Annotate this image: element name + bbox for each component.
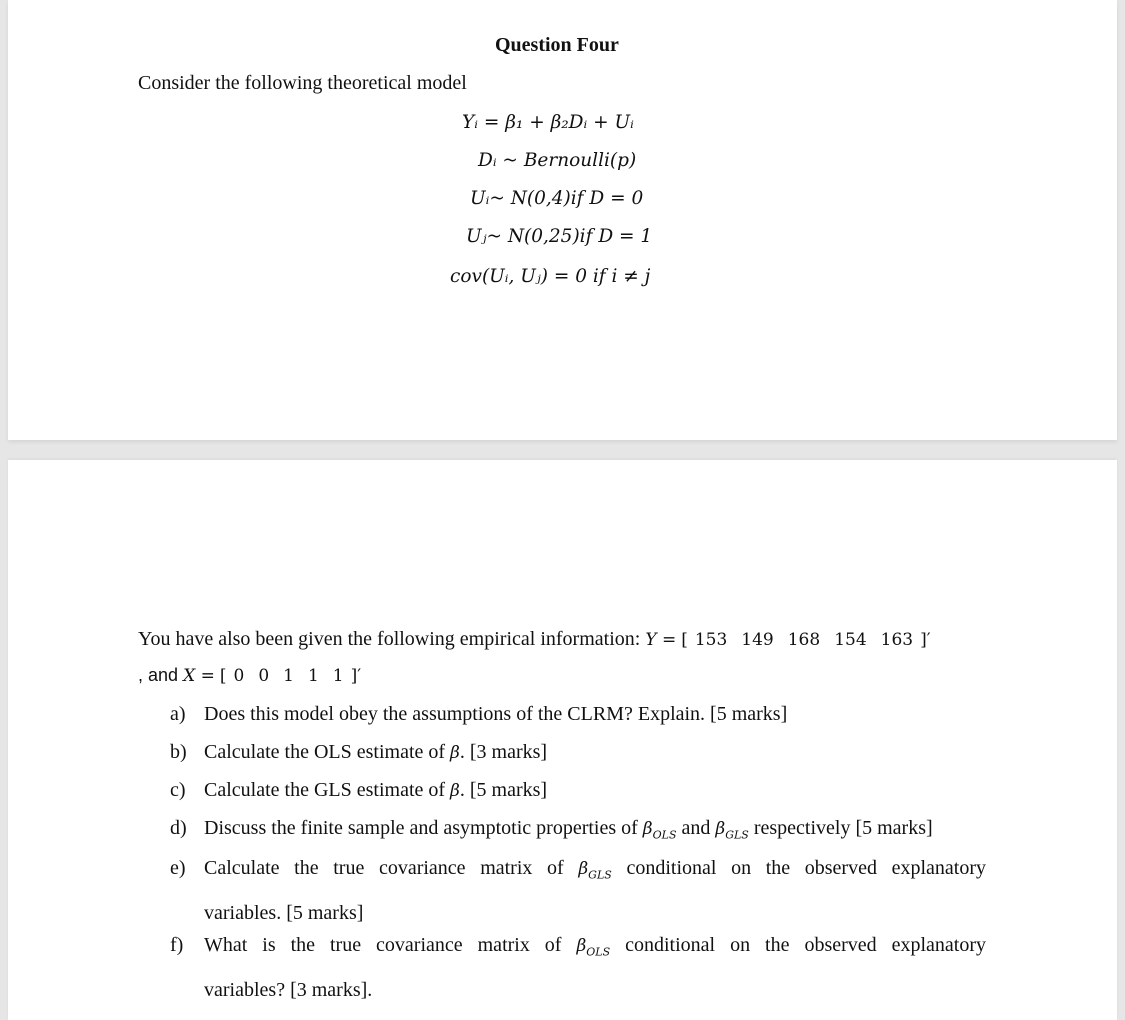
x-value: 1 (307, 666, 319, 686)
transpose-mark: ]′ (350, 666, 362, 686)
question-label: b) (170, 741, 187, 763)
x-value: 1 (283, 666, 294, 686)
question-label: e) (170, 857, 186, 879)
model-equation-2: Dᵢ ~ Bernoulli(p) (478, 150, 637, 171)
x-value: 0 (233, 666, 245, 686)
model-equation-1: Yᵢ = β₁ + β₂Dᵢ + Uᵢ (462, 112, 634, 133)
question-b (170, 741, 547, 764)
empirical-text: You have also been given the following empirical information: (138, 628, 641, 650)
y-vector: [ 153 149 168 154 163 ]′ (681, 630, 931, 650)
question-text-end: respectively [5 marks] (753, 817, 933, 839)
question-f (170, 926, 987, 1009)
question-label: c) (170, 779, 186, 801)
question-text-mid: and (681, 817, 711, 839)
beta-gls: $\beta_{GLS}$ (715, 819, 749, 842)
beta-symbol: β (450, 743, 460, 763)
transpose-mark: ]′ (920, 630, 931, 650)
x-vector-line (138, 665, 361, 686)
y-value: 149 (741, 630, 774, 650)
page-2 (8, 460, 1117, 1020)
question-text-line-2: variables? [3 marks]. (204, 979, 373, 1002)
x-prefix: , and (138, 665, 179, 685)
y-value: 163 (880, 630, 914, 650)
question-text: Discuss the finite sample and asymptotic properties of (204, 817, 638, 839)
beta-ols: $\beta_{OLS}$ (642, 819, 677, 842)
x-label: X = (183, 666, 215, 686)
question-text-line-2: variables. [5 marks] (204, 902, 364, 925)
question-text-end: . [5 marks] (459, 779, 548, 801)
x-value: 1 (332, 666, 344, 686)
question-text-line-1: Calculate the true covariance matrix of $\beta_{GLS}$ conditional on the observed explanatory (204, 857, 987, 882)
question-text: Does this model obey the assumptions of the CLRM? Explain. [5 marks] (204, 703, 788, 725)
question-label: d) (170, 817, 187, 839)
question-text: Calculate the GLS estimate of (204, 779, 446, 801)
question-d (170, 817, 933, 841)
question-text-end: . [3 marks] (459, 741, 548, 763)
x-vector: [ 0 0 1 1 1 ]′ (219, 666, 362, 686)
x-value: 0 (258, 666, 270, 686)
question-label: f) (170, 934, 184, 956)
model-equation-5: cov(Uᵢ, Uⱼ) = 0 if i ≠ j (450, 266, 651, 287)
y-value: 168 (787, 630, 821, 650)
question-text-line-1: What is the true covariance matrix of $\beta_{OLS}$ conditional on the observed explanatory (204, 934, 987, 959)
y-label: Y = (645, 630, 677, 650)
page-1 (8, 0, 1117, 440)
y-value: 153 (694, 630, 728, 650)
model-equation-3: Uᵢ~ N(0,4)if D = 0 (470, 188, 644, 209)
question-title: Question Four (495, 34, 619, 56)
y-value: 154 (834, 630, 867, 650)
question-label: a) (170, 703, 186, 725)
empirical-information (138, 628, 931, 651)
beta-ols: $\beta_{OLS}$ (576, 936, 611, 959)
question-e (170, 849, 987, 932)
question-text: Calculate the OLS estimate of (204, 741, 446, 763)
beta-gls: $\beta_{GLS}$ (578, 859, 612, 882)
beta-symbol: β (450, 781, 460, 801)
model-equation-4: Uⱼ~ N(0,25)if D = 1 (466, 226, 653, 247)
question-a (170, 703, 787, 726)
question-c (170, 779, 547, 802)
intro-text: Consider the following theoretical model (138, 72, 467, 94)
